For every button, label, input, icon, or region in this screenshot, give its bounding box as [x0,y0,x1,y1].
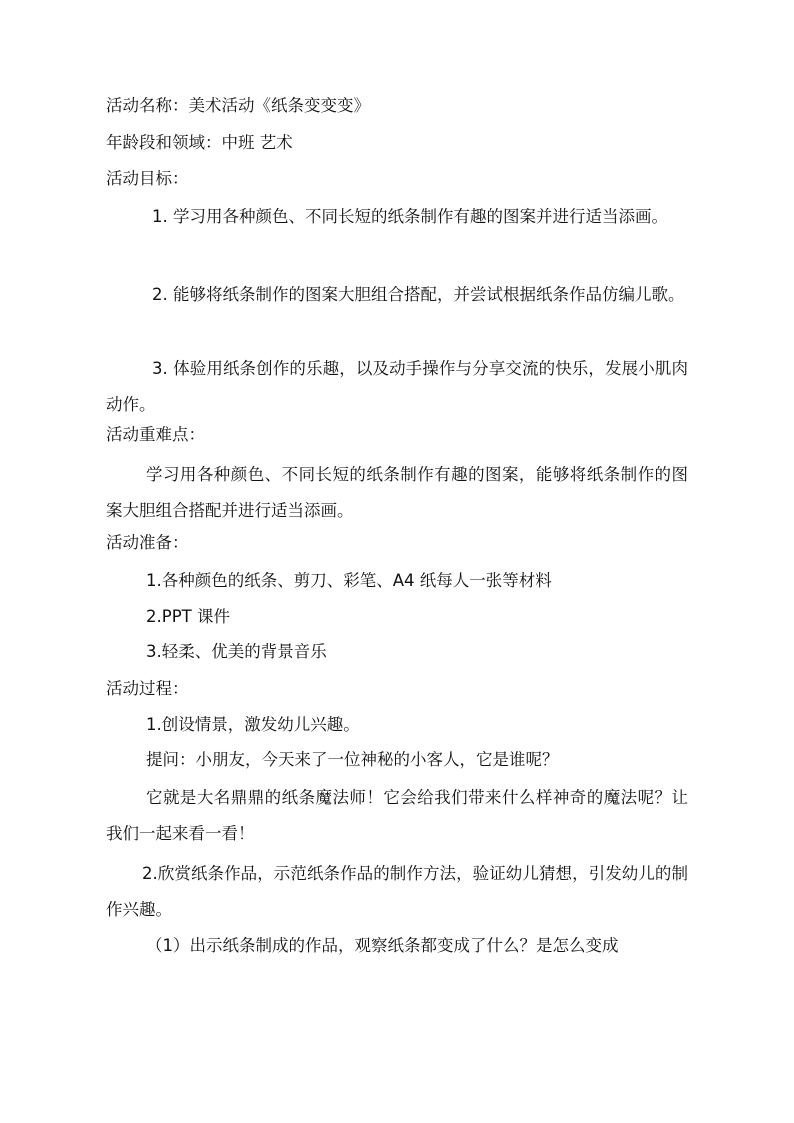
key-points-heading: 活动重难点： [106,425,205,444]
preparation-item: 2.PPT 课件 [146,607,230,626]
goals-heading: 活动目标： [106,169,189,188]
goal-item: 2. 能够将纸条制作的图案大胆组合搭配，并尝试根据纸条作品仿编儿歌。 [152,285,685,304]
process-step: 1.创设情景，激发幼儿兴趣。 [146,715,360,734]
preparation-heading: 活动准备： [106,533,189,552]
preparation-item: 1.各种颜色的纸条、剪刀、彩笔、A4 纸每人一张等材料 [146,571,552,590]
process-heading: 活动过程： [106,679,189,698]
preparation-item: 3.轻柔、优美的背景音乐 [146,642,327,661]
key-points-text: 学习用各种颜色、不同长短的纸条制作有趣的图案，能够将纸条制作的图案大胆组合搭配并进行适当添画。 [106,465,688,520]
process-substep: （1）出示纸条制成的作品，观察纸条都变成了什么？是怎么变成 [146,936,619,955]
process-magician: 它就是大名鼎鼎的纸条魔法师！它会给我们带来什么样神奇的魔法呢？让我们一起来看一看！ [106,788,688,843]
process-step: 2.欣赏纸条作品，示范纸条作品的制作方法，验证幼儿猜想，引发幼儿的制作兴趣。 [106,864,688,919]
goal-item: 3. 体验用纸条创作的乐趣，以及动手操作与分享交流的快乐，发展小肌肉动作。 [106,359,688,414]
age-and-domain: 年龄段和领域：中班 艺术 [106,133,293,152]
goal-item: 1. 学习用各种颜色、不同长短的纸条制作有趣的图案并进行适当添画。 [152,207,668,226]
activity-name: 活动名称：美术活动《纸条变变变》 [106,96,370,115]
process-question: 提问：小朋友，今天来了一位神秘的小客人，它是谁呢？ [146,750,559,769]
